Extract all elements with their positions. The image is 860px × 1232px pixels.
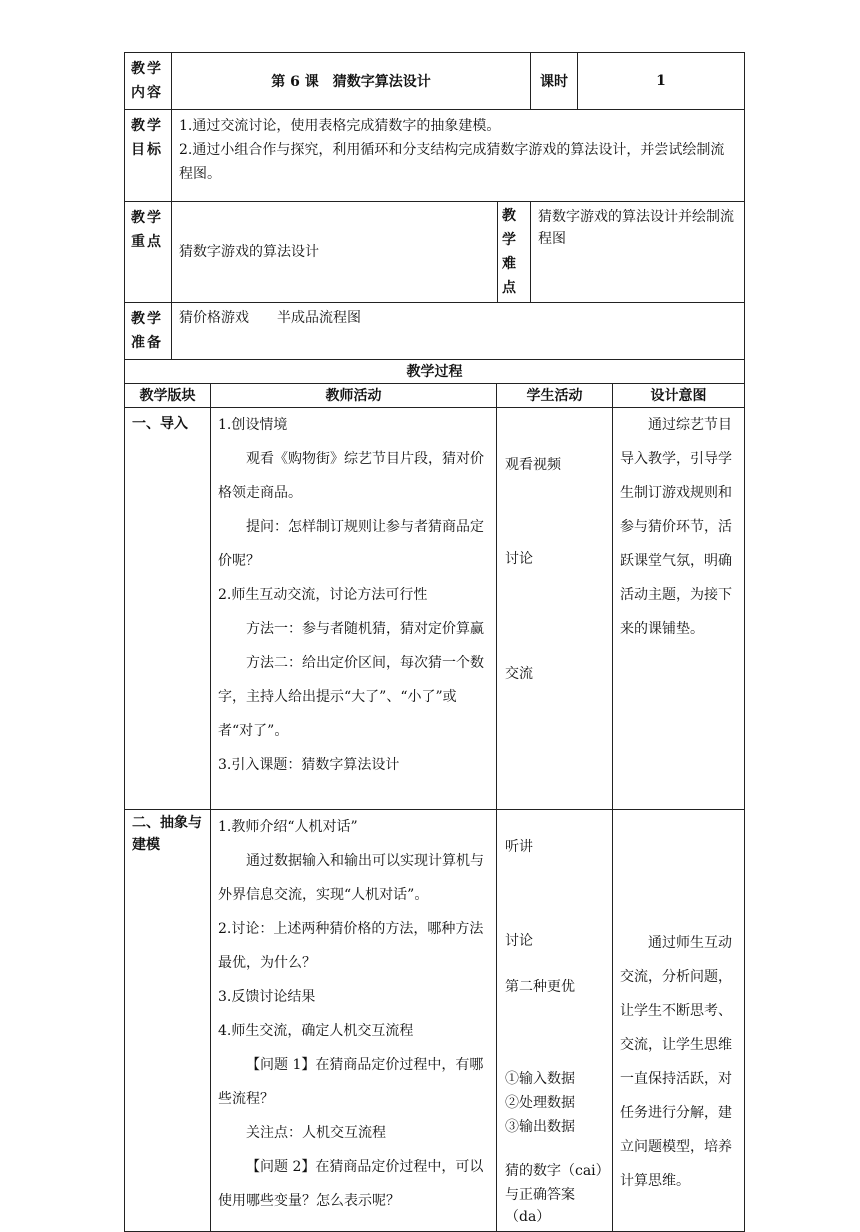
key-value: 猜数字游戏的算法设计 bbox=[172, 202, 498, 303]
col-header: 学生活动 bbox=[497, 384, 613, 408]
teacher-line: 【问题 2】在猜商品定价过程中，可以使用哪些变量？怎么表示呢？ bbox=[218, 1159, 484, 1209]
teacher-line: 关注点：人机交互流程 bbox=[246, 1125, 386, 1141]
lesson-plan bbox=[124, 52, 744, 1232]
content-label: 教学内容 bbox=[125, 53, 172, 110]
student-activity bbox=[497, 810, 613, 1232]
hours-label: 课时 bbox=[531, 53, 578, 110]
teacher-line: 提问：怎样制订规则让参与者猜商品定价呢？ bbox=[218, 519, 484, 569]
teacher-line: 1.教师介绍“人机对话” bbox=[218, 819, 358, 835]
col-header: 教学版块 bbox=[125, 384, 211, 408]
hours-value: 1 bbox=[578, 53, 745, 110]
student-line: ①输入数据 bbox=[505, 1071, 575, 1087]
student-line: 讨论 bbox=[505, 933, 533, 949]
teacher-line: 3.反馈讨论结果 bbox=[218, 989, 316, 1005]
student-line: （da） bbox=[505, 1209, 551, 1225]
goal-item: 1.通过交流讨论，使用表格完成猜数字的抽象建模。 bbox=[179, 118, 501, 134]
teacher-line: 【问题 1】在猜商品定价过程中，有哪些流程？ bbox=[218, 1057, 484, 1107]
col-header: 教师活动 bbox=[211, 384, 497, 408]
process-title: 教学过程 bbox=[125, 360, 745, 384]
difficulty-label: 教学难点 bbox=[498, 202, 531, 303]
teacher-line: 3.引入课题：猜数字算法设计 bbox=[218, 757, 400, 773]
lesson-info-table bbox=[124, 52, 745, 360]
student-line: 交流 bbox=[505, 666, 533, 682]
teacher-line: 2.师生互动交流，讨论方法可行性 bbox=[218, 587, 428, 603]
student-line: ③输出数据 bbox=[505, 1119, 575, 1135]
col-header: 设计意图 bbox=[613, 384, 745, 408]
student-line: 与正确答案 bbox=[505, 1187, 575, 1203]
goal-item: 2.通过小组合作与探究，利用循环和分支结构完成猜数字游戏的算法设计，并尝试绘制流程图。 bbox=[179, 142, 725, 182]
teacher-activity bbox=[211, 408, 497, 810]
student-line: ②处理数据 bbox=[505, 1095, 575, 1111]
teacher-line: 观看《购物街》综艺节目片段，猜对价格领走商品。 bbox=[218, 451, 484, 501]
section-name: 一、导入 bbox=[125, 408, 211, 810]
prep-label: 教学准备 bbox=[125, 303, 172, 360]
design-text: 通过综艺节目导入教学，引导学生制订游戏规则和参与猜价环节，活跃课堂气氛，明确活动主题，为接下来的课铺垫。 bbox=[620, 417, 732, 637]
student-line: 观看视频 bbox=[505, 457, 561, 473]
teacher-line: 方法一：参与者随机猜，猜对定价算赢 bbox=[246, 621, 484, 637]
design-intent bbox=[613, 810, 745, 1232]
student-line: 听讲 bbox=[505, 839, 533, 855]
student-activity bbox=[497, 408, 613, 810]
goal-list bbox=[172, 110, 745, 202]
design-text: 通过师生互动交流，分析问题，让学生不断思考、交流，让学生思维一直保持活跃，对任务进行分解，建立问题模型，培养计算思维。 bbox=[620, 935, 732, 1189]
teacher-line: 1.创设情境 bbox=[218, 417, 288, 433]
teacher-line: 4.师生交流，确定人机交互流程 bbox=[218, 1023, 414, 1039]
prep-value: 猜价格游戏 半成品流程图 bbox=[172, 303, 745, 360]
student-line: 讨论 bbox=[505, 551, 533, 567]
student-line: 猜的数字（cai） bbox=[505, 1163, 610, 1179]
goal-label: 教学目标 bbox=[125, 110, 172, 202]
process-table bbox=[124, 359, 745, 1232]
difficulty-value: 猜数字游戏的算法设计并绘制流程图 bbox=[531, 202, 745, 303]
teacher-line: 2.讨论：上述两种猜价格的方法，哪种方法最优，为什么？ bbox=[218, 921, 484, 971]
key-label: 教学重点 bbox=[125, 202, 172, 303]
section-name: 二、抽象与建模 bbox=[125, 810, 211, 1232]
student-line: 第二种更优 bbox=[505, 979, 575, 995]
teacher-activity bbox=[211, 810, 497, 1232]
teacher-line: 通过数据输入和输出可以实现计算机与外界信息交流，实现“人机对话”。 bbox=[218, 853, 484, 903]
design-intent bbox=[613, 408, 745, 810]
lesson-title: 第 6 课 猜数字算法设计 bbox=[172, 53, 531, 110]
teacher-line: 方法二：给出定价区间，每次猜一个数字，主持人给出提示“大了”、“小了”或者“对了”。 bbox=[218, 655, 484, 739]
